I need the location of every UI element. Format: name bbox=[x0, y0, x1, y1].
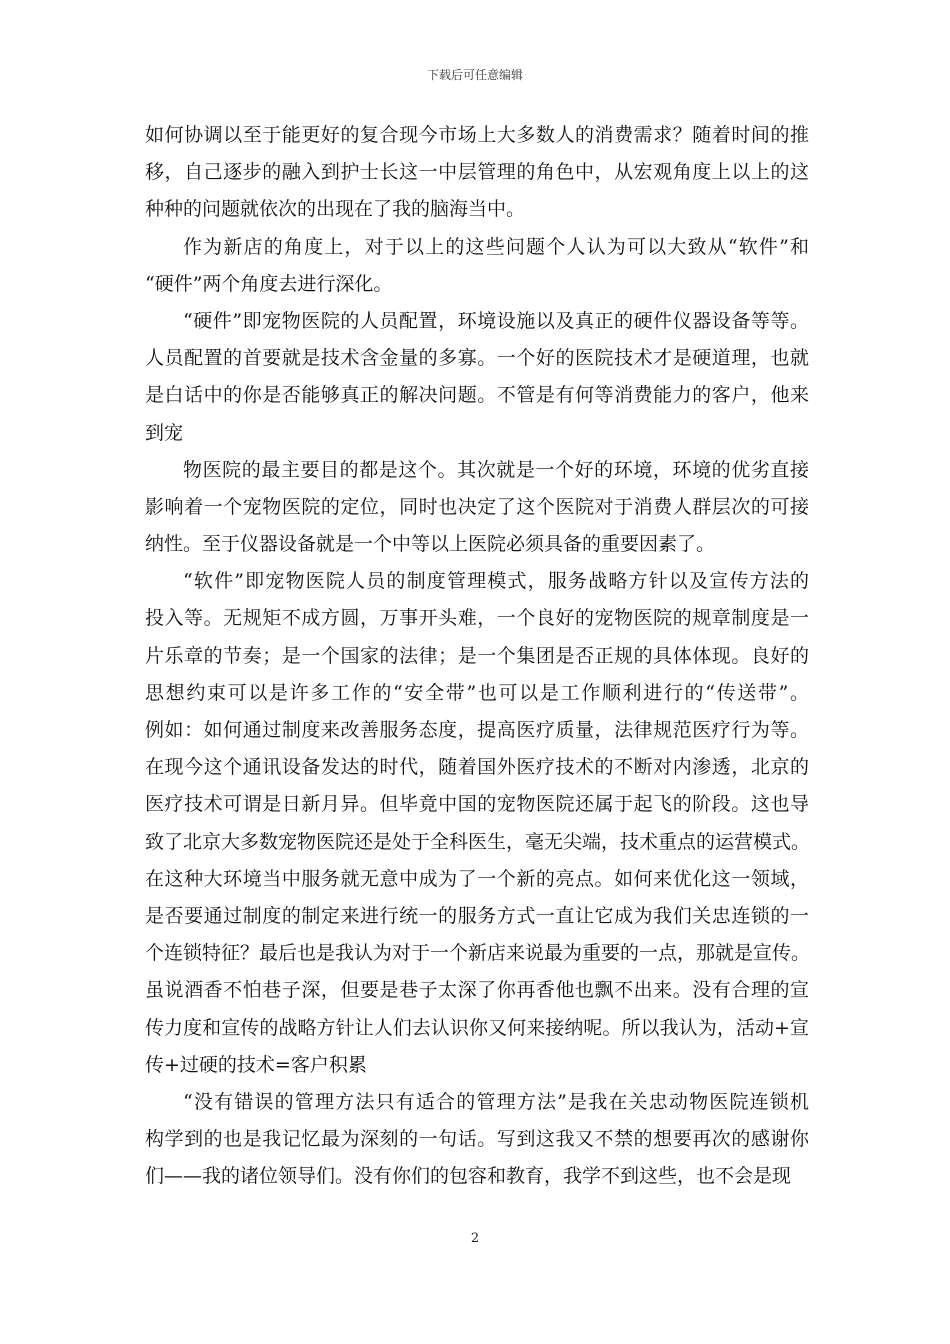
text-line: 思想约束可以是许多工作的“安全带”也可以是工作顺利进行的“传送带”。 bbox=[145, 681, 809, 704]
text-line: 传+过硬的技术=客户积累 bbox=[145, 1053, 367, 1076]
text-line: 在现今这个通讯设备发达的时代，随着国外医疗技术的不断对内渗透，北京的 bbox=[145, 756, 809, 779]
text-line: 们——我的诸位领导们。没有你们的包容和教育，我学不到这些，也不会是现 bbox=[145, 1165, 792, 1188]
text-line: 医疗技术可谓是日新月异。但毕竟中国的宠物医院还属于起飞的阶段。这也导 bbox=[145, 793, 809, 816]
text-line: 是否要通过制度的制定来进行统一的服务方式一直让它成为我们关忠连锁的一 bbox=[145, 904, 809, 927]
text-line: 构学到的也是我记忆最为深刻的一句话。写到这我又不禁的想要再次的感谢你 bbox=[145, 1128, 809, 1151]
paragraph bbox=[145, 117, 809, 229]
text-line: 纳性。至于仪器设备就是一个中等以上医院必须具备的重要因素了。 bbox=[145, 533, 716, 556]
document-body bbox=[145, 117, 809, 1195]
text-line: 投入等。无规矩不成方圆，万事开头难，一个良好的宠物医院的规章制度是一 bbox=[145, 607, 809, 630]
text-line: “软件”即宠物医院人员的制度管理模式，服务战略方针以及宣传方法的 bbox=[183, 570, 809, 593]
text-line: 种种的问题就依次的出现在了我的脑海当中。 bbox=[145, 198, 526, 221]
paragraph bbox=[145, 229, 809, 303]
text-line: 是白话中的你是否能够真正的解决问题。不管是有何等消费能力的客户，他来 bbox=[145, 384, 809, 407]
text-line: 物医院的最主要目的都是这个。其次就是一个好的环境，环境的优劣直接 bbox=[183, 458, 809, 481]
text-line: “硬件”即宠物医院的人员配置，环境设施以及真正的硬件仪器设备等等。 bbox=[183, 309, 809, 332]
text-line: 到宠 bbox=[145, 421, 184, 444]
paragraph bbox=[145, 303, 809, 452]
text-line: “硬件”两个角度去进行深化。 bbox=[145, 272, 393, 295]
text-line: 影响着一个宠物医院的定位，同时也决定了这个医院对于消费人群层次的可接 bbox=[145, 495, 809, 518]
page-header: 下载后可任意编辑 bbox=[426, 68, 523, 82]
text-line: 个连锁特征？最后也是我认为对于一个新店来说最为重要的一点，那就是宣传。 bbox=[145, 942, 811, 965]
text-line: 作为新店的角度上，对于以上的这些问题个人认为可以大致从“软件”和 bbox=[183, 235, 809, 258]
paragraph bbox=[145, 452, 809, 564]
page-number: 2 bbox=[470, 1231, 480, 1246]
paragraph bbox=[145, 563, 809, 1084]
text-line: “没有错误的管理方法只有适合的管理方法”是我在关忠动物医院连锁机 bbox=[183, 1090, 809, 1113]
text-line: 致了北京大多数宠物医院还是处于全科医生，毫无尖端，技术重点的运营模式。 bbox=[145, 830, 811, 853]
paragraph bbox=[145, 1084, 809, 1196]
text-line: 片乐章的节奏；是一个国家的法律；是一个集团是否正规的具体体现。良好的 bbox=[145, 644, 809, 667]
text-line: 移，自己逐步的融入到护士长这一中层管理的角色中，从宏观角度上以上的这 bbox=[145, 161, 809, 184]
text-line: 例如：如何通过制度来改善服务态度，提高医疗质量，法律规范医疗行为等。 bbox=[145, 719, 809, 741]
text-line: 虽说酒香不怕巷子深，但要是巷子太深了你再香他也飘不出来。没有合理的宣 bbox=[145, 979, 809, 1002]
text-line: 在这种大环境当中服务就无意中成为了一个新的亮点。如何来优化这一领域， bbox=[145, 867, 809, 890]
text-line: 传力度和宣传的战略方针让人们去认识你又何来接纳呢。所以我认为，活动+宣 bbox=[145, 1016, 809, 1039]
text-line: 如何协调以至于能更好的复合现今市场上大多数人的消费需求？随着时间的推 bbox=[145, 124, 809, 146]
text-line: 人员配置的首要就是技术含金量的多寡。一个好的医院技术才是硬道理，也就 bbox=[145, 347, 809, 370]
